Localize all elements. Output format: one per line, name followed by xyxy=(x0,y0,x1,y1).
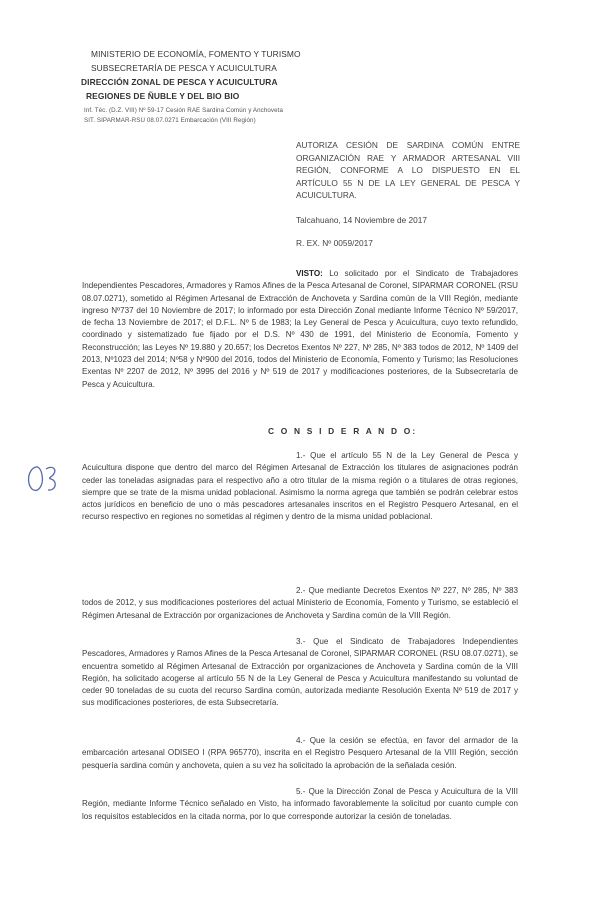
place-date: Talcahuano, 14 Noviembre de 2017 xyxy=(296,215,427,225)
considerando-paragraph-1: 1.- Que el artículo 55 N de la Ley General de Pesca y Acuicultura dispone que dentro del marco del Régimen Artesanal de Extracción los titulares de asignaciones podrán ceder las toneladas asignadas para el respectivo año a otro titular de la misma región o a titulares de otras regiones, siempre que se trate de la misma unidad poblacional. Asimismo la norma agrega que también se podrán celebrar estos actos jurídicos en beneficio de uno o más pescadores artesanales inscritos en el Registro Pesquero Artesanal, en el recurso respectivo en regiones no sometidas al régimen y dentro de la misma unidad poblacional. xyxy=(82,451,518,522)
handwritten-page-number xyxy=(22,455,62,501)
letterhead-ref-1: Inf. Téc. (D.Z. VIII) Nº 59-17 Cesión RAE Sardina Común y Anchoveta xyxy=(84,107,284,114)
letterhead-subsecretaria: SUBSECRETARÍA DE PESCA Y ACUICULTURA xyxy=(91,63,277,73)
resolution-summary: AUTORIZA CESIÓN DE SARDINA COMÚN ENTRE ORGANIZACIÓN RAE Y ARMADOR ARTESANAL VIII REGIÓN, CONFORME A LO DISPUESTO EN EL ARTÍCULO 55 N DE LA LEY GENERAL DE PESCA Y ACUICULTURA. xyxy=(296,140,520,201)
letterhead-direccion-zonal: DIRECCIÓN ZONAL DE PESCA Y ACUICULTURA xyxy=(81,77,278,87)
letterhead-ref-2: SIT. SIPARMAR-RSU 08.07.0271 Embarcación (VIII Región) xyxy=(84,117,256,124)
visto-paragraph xyxy=(82,268,518,391)
letterhead-regiones: REGIONES DE ÑUBLE Y DEL BIO BIO xyxy=(86,91,240,101)
resolution-number: R. EX. Nº 0059/2017 xyxy=(296,238,373,248)
considerando-paragraph-3: 3.- Que el Sindicato de Trabajadores Independientes Pescadores, Armadores y Ramos Afines de la Pesca Artesanal de Coronel, SIPARMAR CORONEL (RSU 08.07.0271), se encuentra sometido al Régimen Artesanal de Extracción por organizaciones de Anchoveta y Sardina común de la VIII Región, ha solicitado acogerse al artículo 55 N de la Ley General de Pesca y Acuicultura manifestando su voluntad de ceder 90 toneladas de su cuota del recurso Sardina común, autorizada mediante Resolución Exenta Nº 519 de 2017 y sus modificaciones posteriores, de esta Subsecretaría. xyxy=(82,637,518,708)
visto-text: Lo solicitado por el Sindicato de Trabajadores Independientes Pescadores, Armadores y Ramos Afines de la Pesca Artesanal de Coronel, SIPARMAR CORONEL (RSU 08.07.0271), sometido al Régimen Artesanal de Extracción de Anchoveta y Sardina común de la VIII Región, mediante ingreso Nº737 del 10 Noviembre de 2017; lo informado por esta Dirección Zonal mediante Informe Técnico Nº 59/2017, de fecha 13 Noviembre de 2017; el D.F.L. Nº 5 de 1983; la Ley General de Pesca y Acuicultura, cuyo texto refundido, coordinado y sistematizado fue fijado por el D.S. Nº 430 de 1991, del Ministerio de Economía, Fomento y Reconstrucción; las Leyes Nº 19.880 y 20.657; los Decretos Exentos Nº 227, Nº 285, Nº 383 todos de 2012, Nº 1409 del 2013, Nº1023 del 2014; Nº58 y Nº900 del 2016, todos del Ministerio de Economía, Fomento y Turismo; las Resoluciones Exentas Nº 2207 de 2012, Nº 3995 del 2016 y Nº 519 de 2017 y modificaciones posteriores, de la Subsecretaría de Pesca y Acuicultura. xyxy=(82,269,518,389)
letterhead-ministry: MINISTERIO DE ECONOMÍA, FOMENTO Y TURISMO xyxy=(91,49,301,59)
considerando-paragraph-2: 2.- Que mediante Decretos Exentos Nº 227, Nº 285, Nº 383 todos de 2012, y sus modificaciones posteriores del actual Ministerio de Economía, Fomento y Turismo, se estableció el Régimen Artesanal de Extracción por organizaciones de Anchoveta y Sardina común de la VIII Región. xyxy=(82,586,518,620)
visto-label: VISTO: xyxy=(296,269,323,278)
considerando-paragraph-4: 4.- Que la cesión se efectúa, en favor del armador de la embarcación artesanal ODISEO I (RPA 965770), inscrita en el Registro Pesquero Artesanal de la VIII Región, sección pesquería sardina común y anchoveta, quien a su vez ha solicitado la aprobación de la señalada cesión. xyxy=(82,736,518,770)
considerando-heading: C O N S I D E R A N D O: xyxy=(268,426,418,436)
considerando-paragraph-5: 5.- Que la Dirección Zonal de Pesca y Acuicultura de la VIII Región, mediante Informe Técnico señalado en Visto, ha informado favorablemente la solicitud por cuanto cumple con los requisitos establecidos en la citada norma, por lo que corresponde autorizar la cesión de toneladas. xyxy=(82,787,518,821)
